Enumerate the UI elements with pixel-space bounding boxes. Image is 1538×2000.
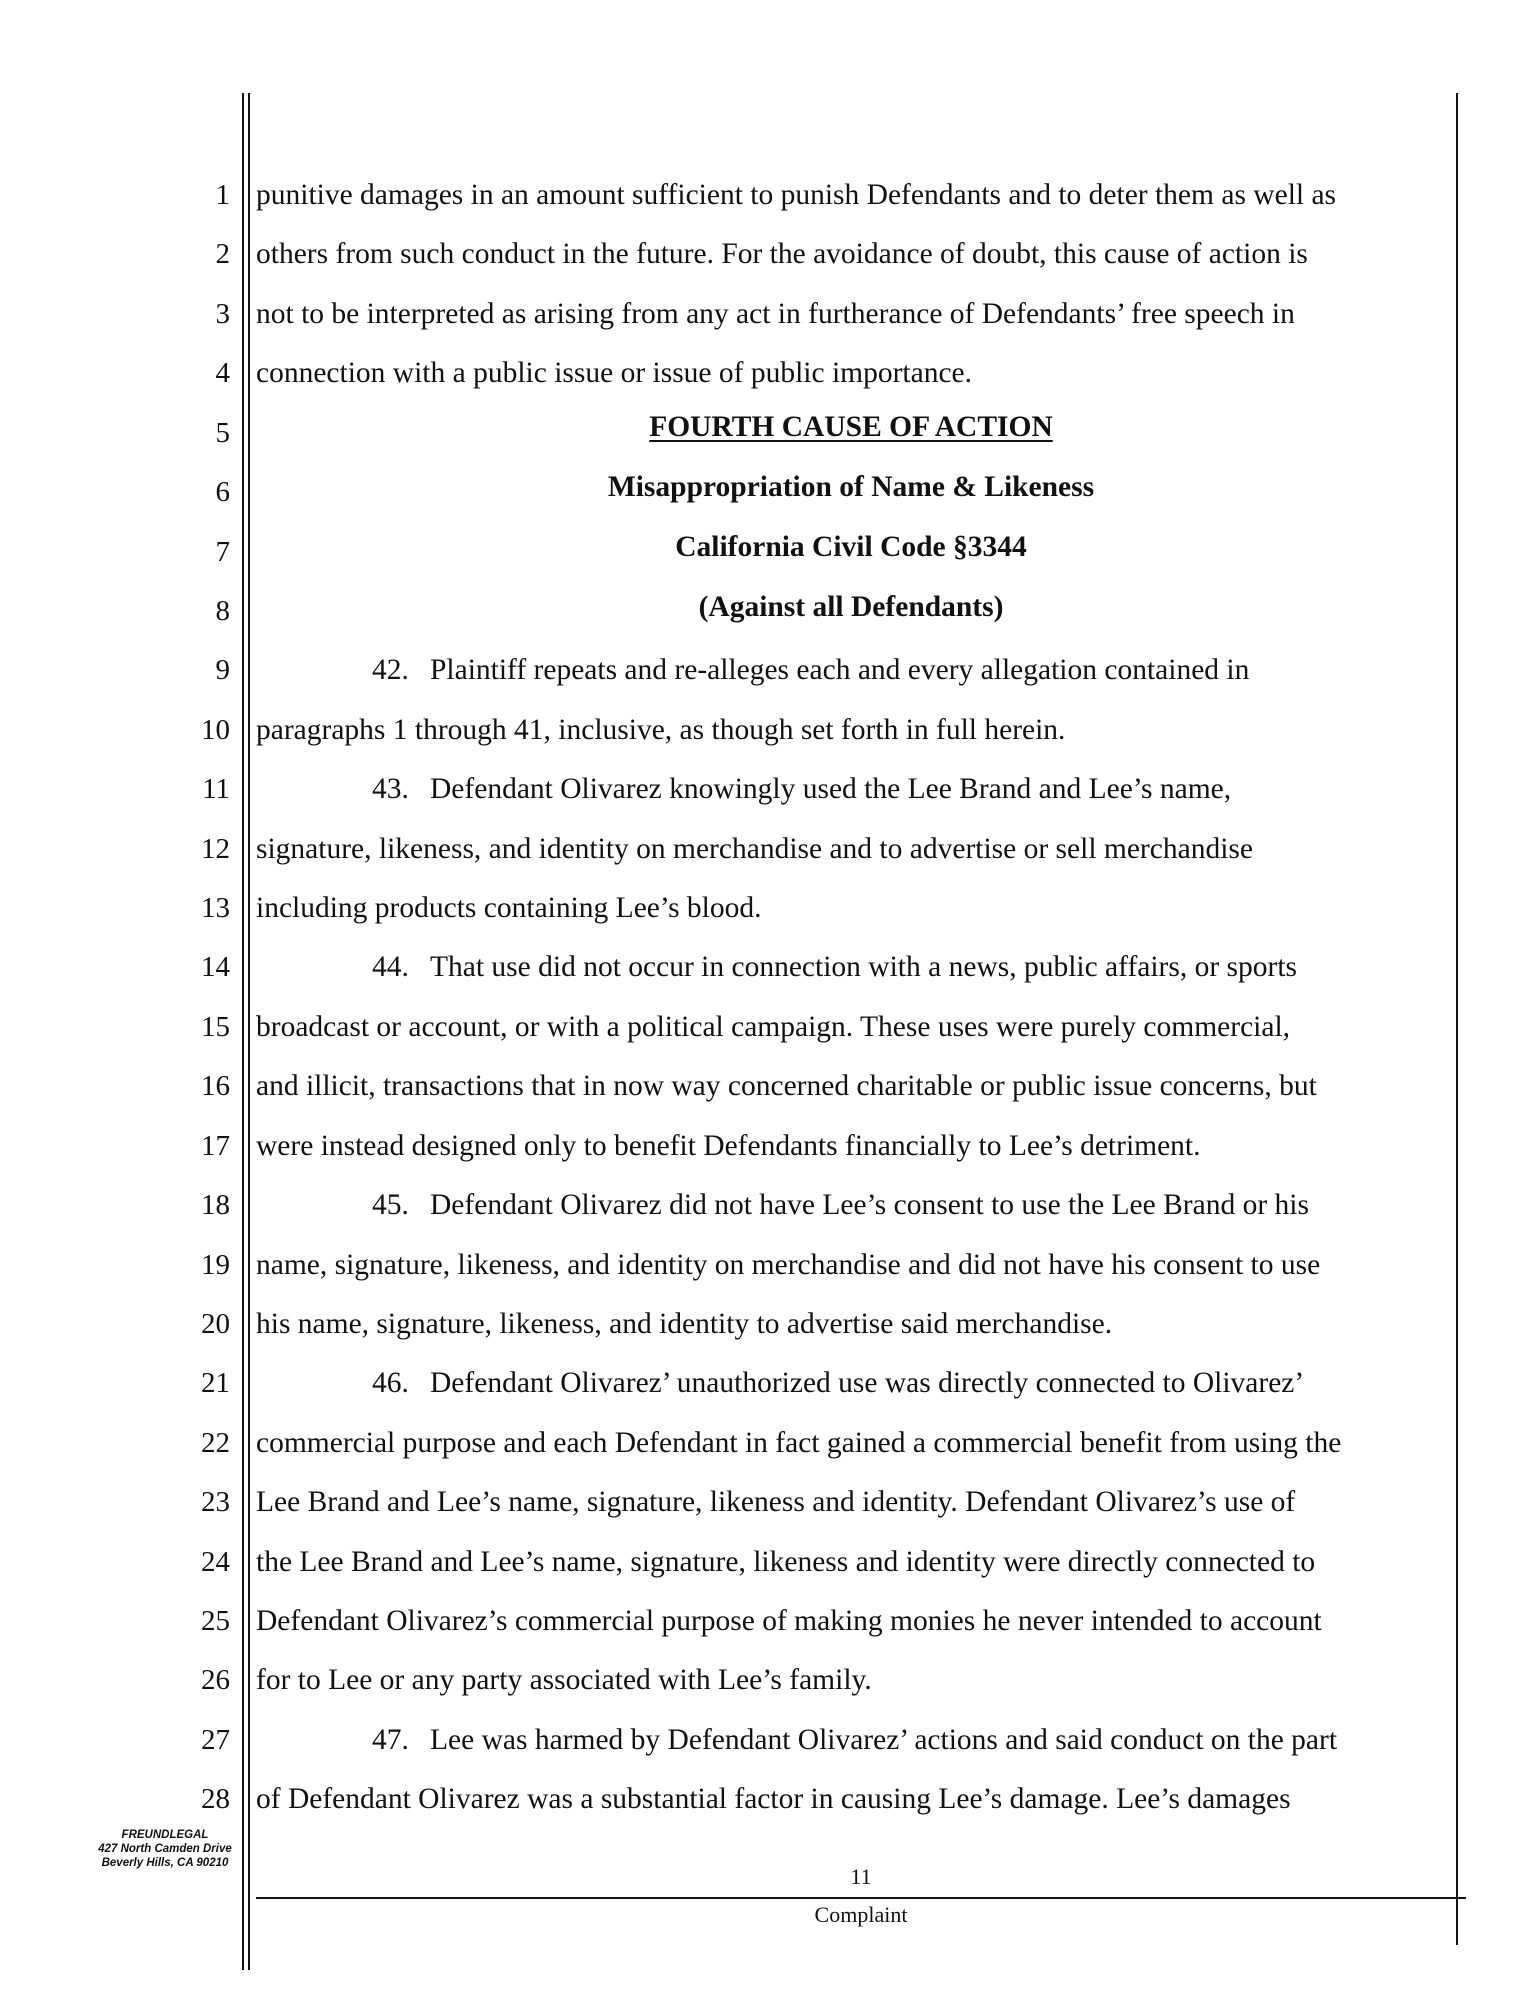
body-line: Lee Brand and Lee’s name, signature, likeness and identity. Defendant Olivarez’s use of — [256, 1486, 1296, 1518]
paragraph-text: Plaintiff repeats and re-alleges each and every allegation contained in — [430, 654, 1250, 686]
body-line: paragraphs 1 through 41, inclusive, as though set forth in full herein. — [256, 714, 1066, 746]
body-line: punitive damages in an amount sufficient to punish Defendants and to deter them as well as — [256, 179, 1337, 211]
body-line: and illicit, transactions that in now way concerned charitable or public issue concerns, but — [256, 1070, 1317, 1102]
body-line: commercial purpose and each Defendant in fact gained a commercial benefit from using the — [256, 1427, 1342, 1459]
body-line: name, signature, likeness, and identity on merchandise and did not have his consent to use — [256, 1249, 1321, 1281]
line-number: 25 — [201, 1605, 230, 1637]
body-line: the Lee Brand and Lee’s name, signature, likeness and identity were directly connected to — [256, 1546, 1316, 1578]
line-number: 4 — [215, 357, 230, 389]
body-line: including products containing Lee’s blood. — [256, 892, 762, 924]
firm-address-line2: Beverly Hills, CA 90210 — [101, 1857, 229, 1869]
line-number: 13 — [201, 892, 230, 924]
line-number: 16 — [201, 1070, 230, 1102]
line-number: 22 — [201, 1427, 230, 1459]
cause-of-action-heading — [256, 407, 1446, 447]
line-number: 26 — [201, 1664, 230, 1696]
statute-heading: California Civil Code §3344 — [675, 531, 1027, 563]
line-number: 14 — [201, 951, 230, 983]
line-number: 8 — [215, 595, 230, 627]
body-line: were instead designed only to benefit Defendants financially to Lee’s detriment. — [256, 1130, 1201, 1162]
body-line: broadcast or account, or with a political campaign. These uses were purely commercial, — [256, 1011, 1291, 1043]
footer-document-title: Complaint — [814, 1902, 908, 1927]
line-number: 17 — [201, 1130, 230, 1162]
line-number: 23 — [201, 1486, 230, 1518]
body-line: for to Lee or any party associated with Lee’s family. — [256, 1664, 872, 1696]
body-line: not to be interpreted as arising from any act in furtherance of Defendants’ free speech in — [256, 298, 1295, 330]
line-number: 27 — [201, 1724, 230, 1756]
line-number: 21 — [201, 1367, 230, 1399]
left-margin-border-outer — [242, 93, 244, 1970]
paragraph-text: Defendant Olivarez knowingly used the Lee Brand and Lee’s name, — [430, 773, 1232, 805]
line-number: 19 — [201, 1249, 230, 1281]
line-number: 12 — [201, 833, 230, 865]
line-number: 15 — [201, 1011, 230, 1043]
parties-heading: (Against all Defendants) — [698, 591, 1004, 623]
body-line: of Defendant Olivarez was a substantial factor in causing Lee’s damage. Lee’s damages — [256, 1783, 1291, 1815]
firm-block — [90, 1828, 240, 1870]
line-number: 10 — [201, 714, 230, 746]
paragraph-number: 46. — [372, 1367, 409, 1399]
body-line: connection with a public issue or issue of public importance. — [256, 357, 973, 389]
left-margin-border-inner — [248, 93, 250, 1970]
firm-address-line1: 427 North Camden Drive — [98, 1843, 232, 1855]
line-number: 6 — [215, 476, 230, 508]
firm-name: FREUNDLEGAL — [121, 1829, 209, 1841]
line-number: 1 — [215, 179, 230, 211]
paragraph-number: 47. — [372, 1724, 409, 1756]
body-line: others from such conduct in the future. For the avoidance of doubt, this cause of action is — [256, 238, 1308, 270]
body-line: his name, signature, likeness, and identity to advertise said merchandise. — [256, 1308, 1113, 1340]
paragraph-number: 45. — [372, 1189, 409, 1221]
paragraph-number: 44. — [372, 951, 409, 983]
line-number: 3 — [215, 298, 230, 330]
line-number: 24 — [201, 1546, 230, 1578]
line-number: 7 — [215, 536, 230, 568]
paragraph-number: 43. — [372, 773, 409, 805]
paragraph-text: Defendant Olivarez’ unauthorized use was directly connected to Olivarez’ — [430, 1367, 1305, 1399]
line-number: 18 — [201, 1189, 230, 1221]
line-number: 20 — [201, 1308, 230, 1340]
paragraph-text: That use did not occur in connection with a news, public affairs, or sports — [430, 951, 1298, 983]
line-number: 5 — [215, 417, 230, 449]
paragraph-text: Lee was harmed by Defendant Olivarez’ actions and said conduct on the part — [430, 1724, 1338, 1756]
line-number: 9 — [215, 654, 230, 686]
line-number: 2 — [215, 238, 230, 270]
cause-of-action-title: FOURTH CAUSE OF ACTION — [649, 411, 1053, 443]
body-line: Defendant Olivarez’s commercial purpose of making monies he never intended to account — [256, 1605, 1322, 1637]
right-margin-border — [1456, 93, 1458, 1945]
body-line: signature, likeness, and identity on merchandise and to advertise or sell merchandise — [256, 833, 1253, 865]
page-number: 11 — [850, 1864, 872, 1889]
line-number: 28 — [201, 1783, 230, 1815]
line-number: 11 — [202, 773, 230, 805]
paragraph-text: Defendant Olivarez did not have Lee’s consent to use the Lee Brand or his — [430, 1189, 1309, 1221]
footer-rule — [256, 1897, 1466, 1899]
paragraph-number: 42. — [372, 654, 409, 686]
claim-heading: Misappropriation of Name & Likeness — [607, 471, 1095, 503]
